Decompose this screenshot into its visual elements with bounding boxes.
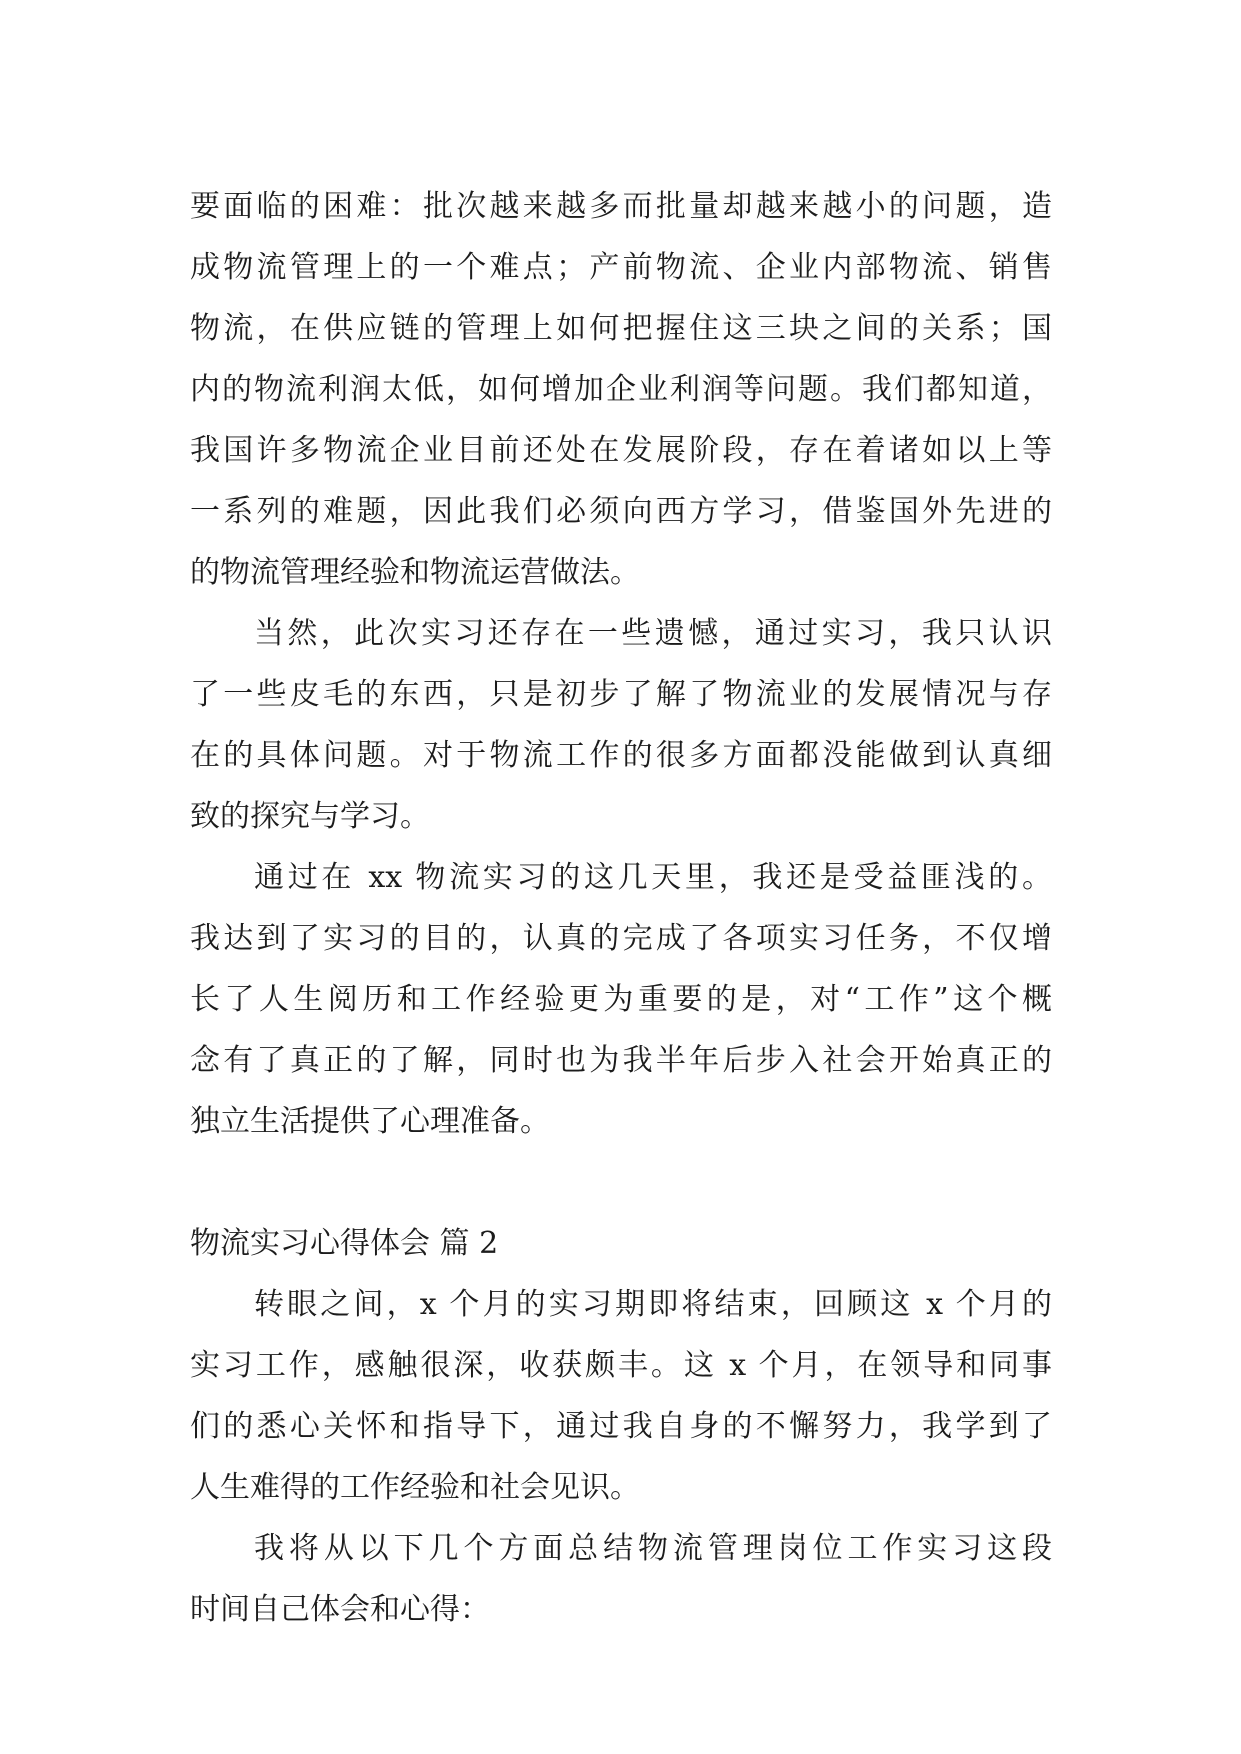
text-line: 长了人生阅历和工作经验更为重要的是，对“工作”这个概: [190, 982, 1052, 1017]
text-line: 要面临的困难：批次越来越多而批量却越来越小的问题，造: [190, 189, 1052, 224]
text-line: 了一些皮毛的东西，只是初步了解了物流业的发展情况与存: [190, 677, 1052, 712]
paragraph: [190, 603, 1052, 847]
text-line: 一系列的难题，因此我们必须向西方学习，借鉴国外先进的: [190, 494, 1052, 529]
paragraph: [190, 1518, 1052, 1640]
text-line: 实习工作，感触很深，收获颇丰。这 x 个月，在领导和同事: [190, 1348, 1052, 1383]
text-line: 内的物流利润太低，如何增加企业利润等问题。我们都知道，: [190, 372, 1052, 407]
text-line: 致的探究与学习。: [190, 799, 430, 834]
text-line: 当然，此次实习还存在一些遗憾，通过实习，我只认识: [254, 616, 1052, 651]
paragraph: [190, 1274, 1052, 1518]
text-line: 我将从以下几个方面总结物流管理岗位工作实习这段: [254, 1531, 1052, 1566]
text-line: 在的具体问题。对于物流工作的很多方面都没能做到认真细: [190, 738, 1052, 773]
text-line: 人生难得的工作经验和社会见识。: [190, 1470, 640, 1505]
text-line: 时间自己体会和心得：: [190, 1592, 490, 1627]
text-line: 的物流管理经验和物流运营做法。: [190, 555, 640, 590]
text-line: 我国许多物流企业目前还处在发展阶段，存在着诸如以上等: [190, 433, 1052, 468]
paragraph: [190, 847, 1052, 1152]
text-line: 们的悉心关怀和指导下，通过我自身的不懈努力，我学到了: [190, 1409, 1052, 1444]
text-line: 物流，在供应链的管理上如何把握住这三块之间的关系；国: [190, 311, 1052, 346]
text-line: 念有了真正的了解，同时也为我半年后步入社会开始真正的: [190, 1043, 1052, 1078]
text-line: 通过在 xx 物流实习的这几天里，我还是受益匪浅的。: [254, 860, 1052, 895]
document-body: [190, 176, 1052, 1640]
text-line: 成物流管理上的一个难点；产前物流、企业内部物流、销售: [190, 250, 1052, 285]
paragraph: [190, 176, 1052, 603]
text-line: 转眼之间，x 个月的实习期即将结束，回顾这 x 个月的: [254, 1287, 1052, 1322]
text-line: 我达到了实习的目的，认真的完成了各项实习任务，不仅增: [190, 921, 1052, 956]
text-line: 独立生活提供了心理准备。: [190, 1104, 550, 1139]
section-heading: 物流实习心得体会 篇 2: [190, 1226, 499, 1261]
blank-line: [190, 1152, 1052, 1213]
